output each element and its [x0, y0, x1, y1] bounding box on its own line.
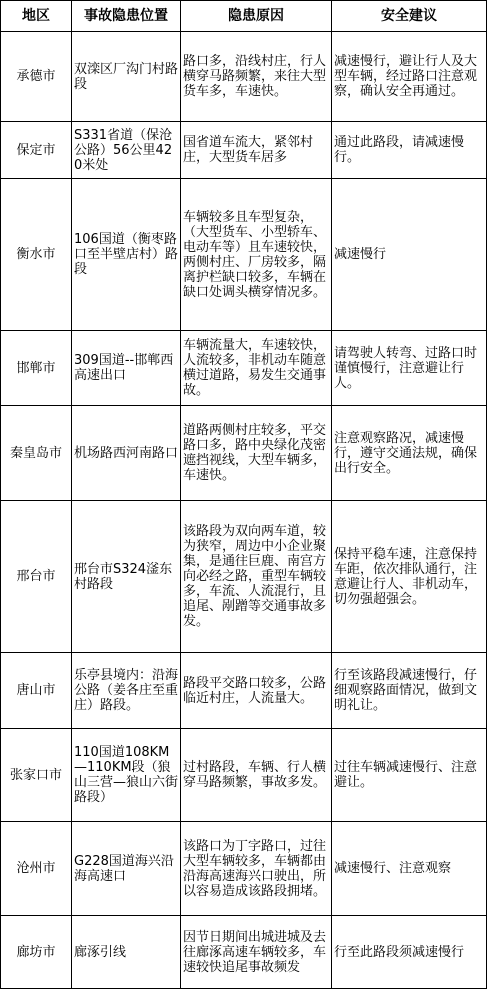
cell-cause: 因节日期间出城进城及去往廊涿高速车辆较多，车速较快追尾事故频发 — [181, 916, 332, 989]
cell-advice: 保持平稳车速，注意保持车距，依次排队通行，注意避让行人、非机动车，切勿强超强会。 — [332, 501, 487, 653]
cell-region: 承德市 — [1, 32, 72, 122]
cell-region: 邢台市 — [1, 501, 72, 653]
cell-location: 机场路西河南路口 — [72, 406, 181, 501]
cell-location: 双滦区厂沟门村路段 — [72, 32, 181, 122]
cell-cause: 车辆较多且车型复杂，（大型货车、小型轿车、电动车等）且车速较快，两侧村庄、厂房较多，隔离护栏缺口较多，车辆在缺口处调头横穿情况多。 — [181, 179, 332, 331]
table-row — [1, 331, 487, 406]
cell-location: 110国道108KM—110KM段（狼山三营—狼山六街路段） — [72, 729, 181, 822]
cell-location: G228国道海兴沿海高速口 — [72, 822, 181, 916]
cell-advice: 行至该路段减速慢行，仔细观察路面情况，做到文明礼让。 — [332, 653, 487, 729]
cell-cause: 车辆流量大，车速较快，人流较多，非机动车随意横过道路，易发生交通事故。 — [181, 331, 332, 406]
cell-location: 乐亭县境内：沿海公路（姜各庄至重庄）路段。 — [72, 653, 181, 729]
cell-region: 保定市 — [1, 122, 72, 179]
header-region: 地区 — [1, 1, 72, 32]
cell-cause: 路口多，沿线村庄，行人横穿马路频繁，来往大型货车多，车速快。 — [181, 32, 332, 122]
header-row — [1, 1, 487, 32]
table-row — [1, 729, 487, 822]
table-row — [1, 406, 487, 501]
cell-region: 秦皇岛市 — [1, 406, 72, 501]
cell-location: 邢台市S324滏东村路段 — [72, 501, 181, 653]
cell-advice: 行至此路段须减速慢行 — [332, 916, 487, 989]
table-row — [1, 653, 487, 729]
cell-cause: 该路口为丁字路口，过往大型车辆较多，车辆都由沿海高速海兴口驶出，所以容易造成该路段拥堵。 — [181, 822, 332, 916]
table-row — [1, 916, 487, 989]
cell-cause: 路段平交路口较多，公路临近村庄，人流量大。 — [181, 653, 332, 729]
cell-location: 309国道--邯郸西高速出口 — [72, 331, 181, 406]
cell-advice: 注意观察路况，减速慢行，遵守交通法规，确保出行安全。 — [332, 406, 487, 501]
cell-cause: 国省道车流大，紧邻村庄，大型货车居多 — [181, 122, 332, 179]
table-row — [1, 501, 487, 653]
cell-region: 廊坊市 — [1, 916, 72, 989]
cell-region: 邯郸市 — [1, 331, 72, 406]
cell-advice: 减速慢行，避让行人及大型车辆，经过路口注意观察，确认安全再通过。 — [332, 32, 487, 122]
table-row — [1, 32, 487, 122]
cell-location: 廊涿引线 — [72, 916, 181, 989]
cell-region: 衡水市 — [1, 179, 72, 331]
cell-cause: 道路两侧村庄较多，平交路口多，路中央绿化茂密遮挡视线，大型车辆多，车速快。 — [181, 406, 332, 501]
header-advice: 安全建议 — [332, 1, 487, 32]
cell-location: S331省道（保沧公路）56公里420米处 — [72, 122, 181, 179]
table-row — [1, 822, 487, 916]
cell-region: 唐山市 — [1, 653, 72, 729]
cell-location: 106国道（衡枣路口至半壁店村）路段 — [72, 179, 181, 331]
cell-advice: 通过此路段，请减速慢行。 — [332, 122, 487, 179]
cell-region: 张家口市 — [1, 729, 72, 822]
table-row — [1, 179, 487, 331]
cell-cause: 该路段为双向两车道，较为狭窄，周边中小企业聚集，是通往巨鹿、南宫方向必经之路，重型车辆较多，车流、人流混行，且追尾、剐蹭等交通事故多发。 — [181, 501, 332, 653]
header-cause: 隐患原因 — [181, 1, 332, 32]
cell-advice: 请驾驶人转弯、过路口时谨慎慢行，注意避让行人。 — [332, 331, 487, 406]
cell-advice: 减速慢行 — [332, 179, 487, 331]
table-row — [1, 122, 487, 179]
cell-advice: 过往车辆减速慢行、注意避让。 — [332, 729, 487, 822]
cell-region: 沧州市 — [1, 822, 72, 916]
cell-cause: 过村路段，车辆、行人横穿马路频繁，事故多发。 — [181, 729, 332, 822]
cell-advice: 减速慢行、注意观察 — [332, 822, 487, 916]
header-location: 事故隐患位置 — [72, 1, 181, 32]
